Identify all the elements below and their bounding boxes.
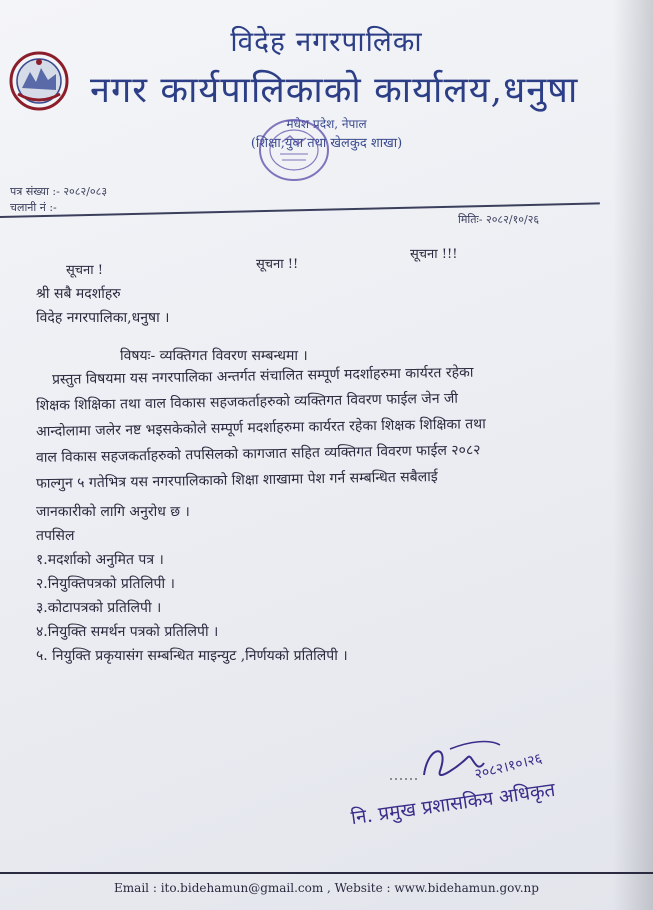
office-name: नगर कार्यपालिकाको कार्यालय,धनुषा xyxy=(90,70,579,111)
body-line-2: शिक्षक शिक्षिका तथा वाल विकास सहजकर्ताहरुको व्यक्तिगत विवरण फाईल जेन जी xyxy=(35,390,459,414)
recipient-line-1: श्री सबै मदर्शाहरु xyxy=(36,286,121,302)
reference-number: पत्र संख्या :- २०८२/०८३ xyxy=(10,185,108,198)
tapsil-item-3: ३.कोटापत्रको प्रतिलिपी । xyxy=(36,600,162,616)
province-line: मधेश प्रदेश, नेपाल xyxy=(286,117,367,131)
tapsil-item-5: ५. नियुक्ति प्रकृयासंग सम्बन्धित माइन्युट ,निर्णयको प्रतिलिपी । xyxy=(36,648,348,664)
body-line-3: आन्दोलामा जलेर नष्ट भइसकेकोले सम्पूर्ण मदर्शाहरुमा कार्यरत रहेका शिक्षक शिक्षिका तथा xyxy=(35,416,486,440)
notice-2: सूचना !! xyxy=(256,257,299,272)
notice-3: सूचना !!! xyxy=(410,247,458,262)
office-stamp xyxy=(244,110,344,190)
municipality-name: विदेह नगरपालिका xyxy=(230,25,423,58)
branch-line: (शिक्षा,युवा तथा खेलकुद शाखा) xyxy=(250,136,403,151)
tapsil-item-1: १.मदर्शाको अनुमित पत्र । xyxy=(36,552,164,568)
tapsil-item-2: २.नियुक्तिपत्रको प्रतिलिपी । xyxy=(36,576,175,592)
tapsil-item-4: ४.नियुक्ति समर्थन पत्रको प्रतिलिपी । xyxy=(36,624,219,640)
tapsil-heading: तपसिल xyxy=(36,528,75,544)
signature-date: २०८२।१०।२६ xyxy=(473,750,544,783)
footer-contact: Email : ito.bidehamun@gmail.com , Website : www.bidehamun.gov.np xyxy=(114,881,539,895)
body-line-4: वाल विकास सहजकर्ताहरुको तपसिलको कागजात सहित व्यक्तिगत विवरण फाईल २०८२ xyxy=(35,442,481,466)
recipient-line-2: विदेह नगरपालिका,धनुषा । xyxy=(36,310,170,326)
body-line-5: फाल्गुन ५ गतेभित्र यस नगरपालिकाको शिक्षा शाखामा पेश गर्न सम्बन्धित सबैलाई xyxy=(35,468,438,492)
letter-date: मितिः- २०८२/१०/२६ xyxy=(458,213,540,226)
signatory-title: नि. प्रमुख प्रशासकिय अधिकृत xyxy=(349,778,557,830)
dispatch-number: चलानी नं :- xyxy=(10,201,57,214)
subject-line: विषयः- व्यक्तिगत विवरण सम्बन्धमा । xyxy=(120,348,308,364)
footer-divider xyxy=(0,872,653,874)
notice-1: सूचना ! xyxy=(66,263,103,278)
body-line-6: जानकारीको लागि अनुरोध छ । xyxy=(36,504,190,520)
body-line-1: प्रस्तुत विषयमा यस नगरपालिका अन्तर्गत संचालित सम्पूर्ण मदर्शाहरुमा कार्यरत रहेका xyxy=(51,364,474,388)
